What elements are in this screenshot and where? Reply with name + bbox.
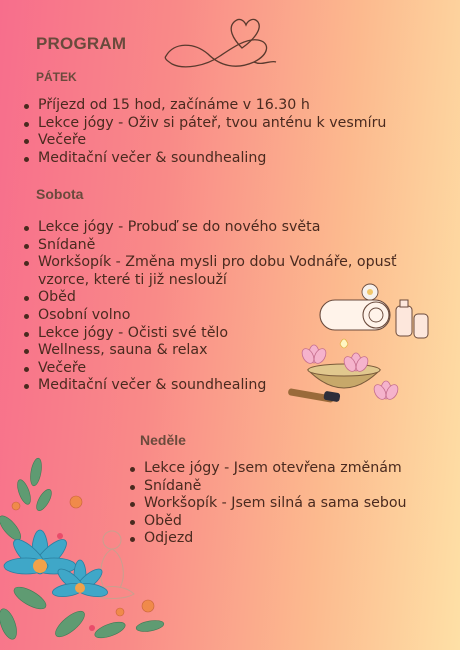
- list-item: Snídaně: [22, 237, 442, 255]
- day-heading-friday: PÁTEK: [36, 70, 77, 84]
- list-item: Snídaně: [128, 478, 448, 496]
- list-item: Večeře: [22, 360, 442, 378]
- list-item: Meditační večer & soundhealing: [22, 377, 442, 395]
- friday-list: [22, 97, 442, 167]
- list-item: Lekce jógy - Očisti své tělo: [22, 325, 442, 343]
- list-item: Osobní volno: [22, 307, 442, 325]
- floral-meditation-icon: [0, 448, 190, 650]
- list-item: Oběd: [22, 289, 442, 307]
- list-item: Lekce jógy - Jsem otevřena změnám: [128, 460, 448, 478]
- list-item: Meditační večer & soundhealing: [22, 150, 442, 168]
- heart-infinity-icon: [162, 16, 280, 78]
- list-item: Oběd: [128, 513, 448, 531]
- list-item: Odjezd: [128, 530, 448, 548]
- list-item: Lekce jógy - Probuď se do nového světa: [22, 219, 442, 237]
- list-item: Lekce jógy - Oživ si páteř, tvou anténu k vesmíru: [22, 115, 442, 133]
- list-item: Workšopík - Jsem silná a sama sebou: [128, 495, 448, 513]
- day-heading-saturday: Sobota: [36, 186, 84, 202]
- list-item: Příjezd od 15 hod, začínáme v 16.30 h: [22, 97, 442, 115]
- list-item: Večeře: [22, 132, 442, 150]
- list-item: Wellness, sauna & relax: [22, 342, 442, 360]
- day-heading-sunday: Neděle: [140, 432, 186, 448]
- list-item: Workšopík - Změna mysli pro dobu Vodnáře, opusť vzorce, které ti již neslouží: [22, 254, 442, 289]
- spa-still-life-icon: [284, 282, 434, 414]
- page-title: PROGRAM: [36, 34, 127, 53]
